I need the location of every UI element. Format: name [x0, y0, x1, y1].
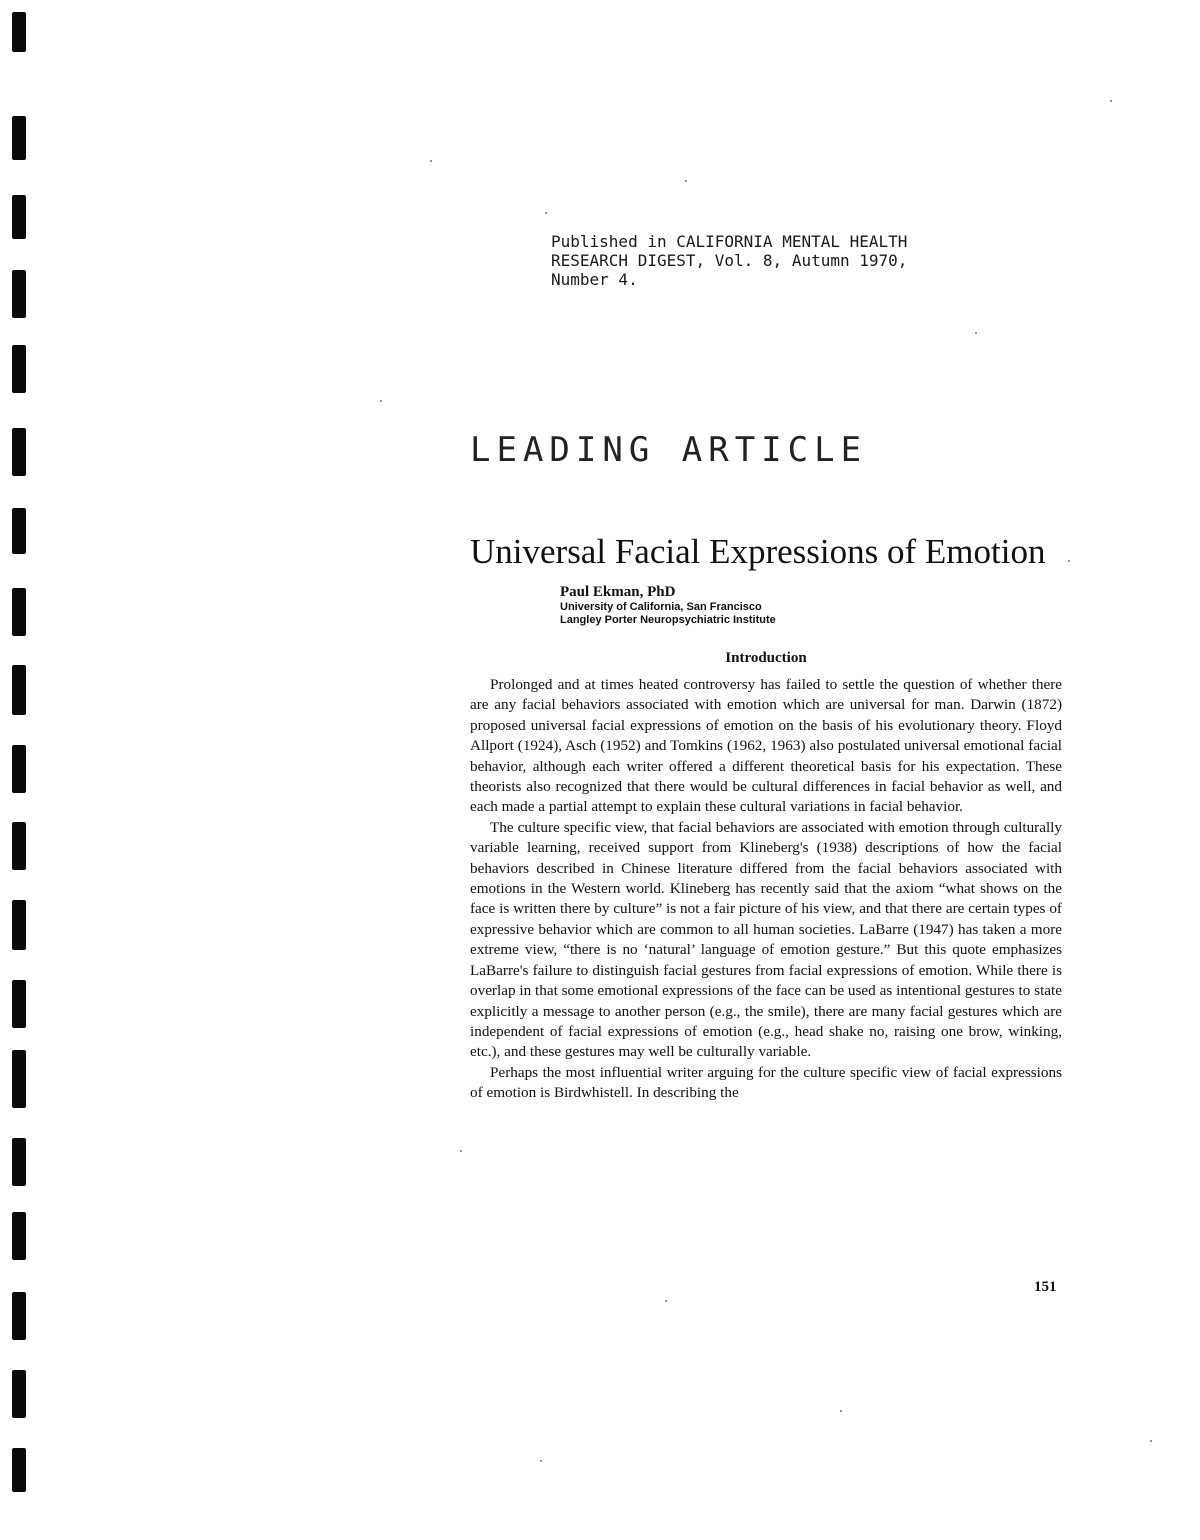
binding-hole: [12, 195, 26, 239]
binding-hole: [12, 1448, 26, 1492]
binding-hole: [12, 270, 26, 318]
binding-hole: [12, 900, 26, 950]
binding-hole: [12, 588, 26, 636]
binding-hole: [12, 1138, 26, 1186]
speck: [975, 332, 977, 334]
article-title: Universal Facial Expressions of Emotion: [470, 532, 1046, 571]
binding-hole: [12, 1370, 26, 1418]
speck: [685, 180, 687, 182]
speck: [545, 212, 547, 214]
speck: [380, 400, 382, 402]
author-affiliation: University of California, San Francisco: [560, 601, 762, 613]
section-heading: Introduction: [725, 650, 807, 666]
binding-hole: [12, 12, 26, 52]
article-body: [470, 675, 1062, 1104]
binding-hole: [12, 665, 26, 715]
body-paragraph: The culture specific view, that facial behaviors are associated with emotion through culturally variable learning, received support from Klineberg's (1938) descriptions of how the facial behaviors described in Chinese literature differed from the facial behaviors associated with emotions in the Western world. Klineberg has recently said that the axiom “what shows on the face is written there by culture” is not a fair picture of his view, and that there are certain types of expressive behavior which are common to all human societies. LaBarre (1947) has taken a more extreme view, “there is no ‘natural’ language of emotion gesture.” But this quote emphasizes LaBarre's failure to distinguish facial gestures from facial expressions of emotion. While there is overlap in that some emotional expressions of the face can be used as intentional gestures to state explicitly a message to another person (e.g., the smile), there are many facial gestures which are independent of facial expressions of emotion (e.g., head shake no, raising one brow, winking, etc.), and these gestures may well be culturally variable.: [470, 818, 1062, 1061]
binding-hole: [12, 745, 26, 793]
publication-note-line: Number 4.: [551, 270, 638, 289]
binding-hole: [12, 1050, 26, 1108]
speck: [460, 1150, 462, 1152]
page-number: 151: [1034, 1279, 1057, 1295]
body-paragraph: Prolonged and at times heated controversy has failed to settle the question of whether there are any facial behaviors associated with emotion which are universal for man. Darwin (1872) proposed universal facial expressions of emotion on the basis of his evolutionary theory. Floyd Allport (1924), Asch (1952) and Tomkins (1962, 1963) also postulated universal emotional facial behavior, although each writer offered a different theoretical basis for his expectation. These theorists also recognized that there would be cultural differences in facial behavior as well, and each made a partial attempt to explain these cultural variations in facial behavior.: [470, 676, 1062, 816]
binding-holes: [8, 0, 34, 1540]
publication-note-line: RESEARCH DIGEST, Vol. 8, Autumn 1970,: [551, 251, 908, 270]
speck: [1150, 1440, 1152, 1442]
speck: [540, 1460, 542, 1462]
author-name: Paul Ekman, PhD: [560, 584, 676, 600]
binding-hole: [12, 116, 26, 160]
binding-hole: [12, 508, 26, 554]
binding-hole: [12, 345, 26, 393]
binding-hole: [12, 1212, 26, 1260]
speck: [840, 1410, 842, 1412]
binding-hole: [12, 980, 26, 1028]
publication-note: [551, 232, 991, 289]
author-block: [560, 583, 776, 627]
binding-hole: [12, 1292, 26, 1340]
binding-hole: [12, 428, 26, 476]
speck: [430, 160, 432, 162]
section-label: LEADING ARTICLE: [470, 430, 868, 470]
speck: [1110, 100, 1112, 102]
publication-note-line: Published in CALIFORNIA MENTAL HEALTH: [551, 232, 908, 251]
body-paragraph: Perhaps the most influential writer arguing for the culture specific view of facial expressions of emotion is Birdwhistell. In describing the: [470, 1063, 1062, 1102]
speck: [665, 1300, 667, 1302]
binding-hole: [12, 822, 26, 870]
author-affiliation: Langley Porter Neuropsychiatric Institute: [560, 614, 776, 626]
speck: [1068, 560, 1070, 562]
